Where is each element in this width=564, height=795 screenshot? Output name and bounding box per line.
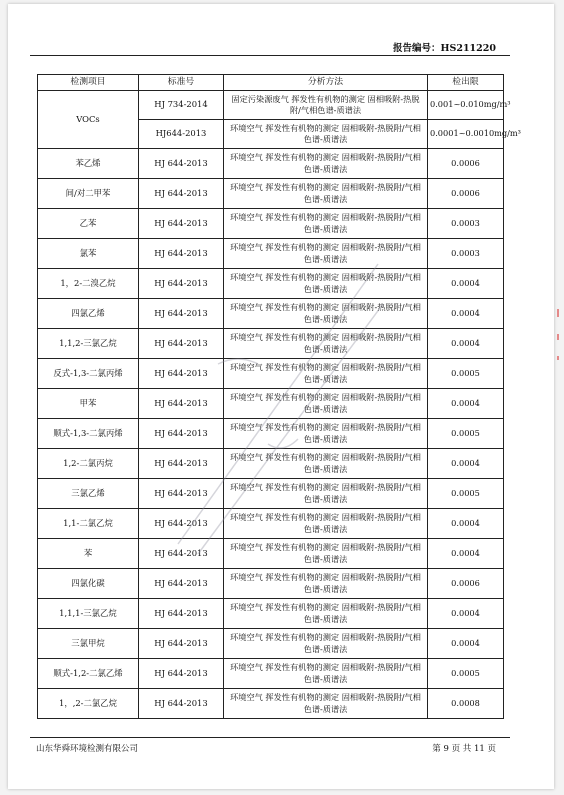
method-cell: 环境空气 挥发性有机物的测定 固相吸附-热脱附/气相色谱-质谱法 <box>224 659 428 689</box>
limit-cell: 0.0004 <box>428 509 504 539</box>
header-item: 检测项目 <box>38 75 139 91</box>
method-cell: 环境空气 挥发性有机物的测定 固相吸附-热脱附/气相色谱-质谱法 <box>224 120 428 149</box>
limit-cell: 0.0001~0.0010mg/m³ <box>428 120 504 149</box>
method-cell: 环境空气 挥发性有机物的测定 固相吸附-热脱附/气相色谱-质谱法 <box>224 359 428 389</box>
limit-cell: 0.0003 <box>428 209 504 239</box>
limit-cell: 0.0006 <box>428 179 504 209</box>
edge-seal-mark <box>557 334 559 340</box>
item-cell: 1,1-二氯乙烷 <box>38 509 139 539</box>
table-row <box>38 359 504 389</box>
item-cell: 1,1,2-三氯乙烷 <box>38 329 139 359</box>
item-cell: 三氯乙烯 <box>38 479 139 509</box>
table-row <box>38 509 504 539</box>
header-limit: 检出限 <box>428 75 504 91</box>
header-standard: 标准号 <box>139 75 224 91</box>
method-cell: 环境空气 挥发性有机物的测定 固相吸附-热脱附/气相色谱-质谱法 <box>224 509 428 539</box>
method-cell: 环境空气 挥发性有机物的测定 固相吸附-热脱附/气相色谱-质谱法 <box>224 329 428 359</box>
standard-cell: HJ 734-2014 <box>139 91 224 120</box>
table-row <box>38 149 504 179</box>
limit-cell: 0.0005 <box>428 359 504 389</box>
standard-cell: HJ 644-2013 <box>139 239 224 269</box>
table-row <box>38 539 504 569</box>
standard-cell: HJ 644-2013 <box>139 449 224 479</box>
limit-cell: 0.0008 <box>428 689 504 719</box>
table-row <box>38 629 504 659</box>
item-cell: 1，2-二溴乙烷 <box>38 269 139 299</box>
method-cell: 环境空气 挥发性有机物的测定 固相吸附-热脱附/气相色谱-质谱法 <box>224 389 428 419</box>
standard-cell: HJ 644-2013 <box>139 539 224 569</box>
item-cell: 顺式-1,3-二氯丙烯 <box>38 419 139 449</box>
item-cell: 四氯化碳 <box>38 569 139 599</box>
standard-cell: HJ 644-2013 <box>139 389 224 419</box>
limit-cell: 0.0005 <box>428 419 504 449</box>
table-row <box>38 91 504 120</box>
limit-cell: 0.0006 <box>428 149 504 179</box>
edge-seal-mark <box>557 356 559 360</box>
table-row <box>38 479 504 509</box>
limit-cell: 0.0003 <box>428 239 504 269</box>
limit-cell: 0.001~0.010mg/m³ <box>428 91 504 120</box>
standard-cell: HJ 644-2013 <box>139 149 224 179</box>
standard-cell: HJ 644-2013 <box>139 599 224 629</box>
method-cell: 环境空气 挥发性有机物的测定 固相吸附-热脱附/气相色谱-质谱法 <box>224 569 428 599</box>
standard-cell: HJ 644-2013 <box>139 479 224 509</box>
standard-cell: HJ 644-2013 <box>139 659 224 689</box>
item-cell: 1，,2-二氯乙烷 <box>38 689 139 719</box>
table-row <box>38 329 504 359</box>
method-cell: 环境空气 挥发性有机物的测定 固相吸附-热脱附/气相色谱-质谱法 <box>224 539 428 569</box>
method-cell: 环境空气 挥发性有机物的测定 固相吸附-热脱附/气相色谱-质谱法 <box>224 149 428 179</box>
standard-cell: HJ 644-2013 <box>139 509 224 539</box>
standard-cell: HJ 644-2013 <box>139 329 224 359</box>
table-row <box>38 569 504 599</box>
item-cell: 1,1,1-三氯乙烷 <box>38 599 139 629</box>
limit-cell: 0.0004 <box>428 539 504 569</box>
table-row <box>38 389 504 419</box>
company-name: 山东华舜环境检测有限公司 <box>36 744 139 754</box>
item-cell: 苯乙烯 <box>38 149 139 179</box>
table-row <box>38 419 504 449</box>
limit-cell: 0.0004 <box>428 629 504 659</box>
method-cell: 环境空气 挥发性有机物的测定 固相吸附-热脱附/气相色谱-质谱法 <box>224 179 428 209</box>
standard-cell: HJ 644-2013 <box>139 569 224 599</box>
item-cell: 反式-1,3-二氯丙烯 <box>38 359 139 389</box>
standard-cell: HJ644-2013 <box>139 120 224 149</box>
method-cell: 环境空气 挥发性有机物的测定 固相吸附-热脱附/气相色谱-质谱法 <box>224 689 428 719</box>
limit-cell: 0.0004 <box>428 599 504 629</box>
method-cell: 环境空气 挥发性有机物的测定 固相吸附-热脱附/气相色谱-质谱法 <box>224 269 428 299</box>
limit-cell: 0.0005 <box>428 479 504 509</box>
edge-seal-mark <box>557 309 559 317</box>
standard-cell: HJ 644-2013 <box>139 629 224 659</box>
header-method: 分析方法 <box>224 75 428 91</box>
item-cell: 四氯乙烯 <box>38 299 139 329</box>
table-row <box>38 239 504 269</box>
item-cell: 间/对二甲苯 <box>38 179 139 209</box>
standard-cell: HJ 644-2013 <box>139 209 224 239</box>
item-cell: 氯苯 <box>38 239 139 269</box>
method-cell: 环境空气 挥发性有机物的测定 固相吸附-热脱附/气相色谱-质谱法 <box>224 479 428 509</box>
header-rule <box>30 55 510 56</box>
method-cell: 环境空气 挥发性有机物的测定 固相吸附-热脱附/气相色谱-质谱法 <box>224 239 428 269</box>
method-cell: 固定污染源废气 挥发性有机物的测定 固相吸附-热脱附/气相色谱-质谱法 <box>224 91 428 120</box>
standard-cell: HJ 644-2013 <box>139 419 224 449</box>
standard-cell: HJ 644-2013 <box>139 359 224 389</box>
limit-cell: 0.0004 <box>428 269 504 299</box>
method-cell: 环境空气 挥发性有机物的测定 固相吸附-热脱附/气相色谱-质谱法 <box>224 599 428 629</box>
standard-cell: HJ 644-2013 <box>139 299 224 329</box>
page-number: 第 9 页 共 11 页 <box>432 744 496 754</box>
limit-cell: 0.0004 <box>428 329 504 359</box>
table-header-row <box>38 75 504 91</box>
item-cell: 苯 <box>38 539 139 569</box>
table-row <box>38 689 504 719</box>
table-row <box>38 209 504 239</box>
item-cell: 甲苯 <box>38 389 139 419</box>
limit-cell: 0.0004 <box>428 449 504 479</box>
standard-cell: HJ 644-2013 <box>139 689 224 719</box>
table-row <box>38 269 504 299</box>
method-cell: 环境空气 挥发性有机物的测定 固相吸附-热脱附/气相色谱-质谱法 <box>224 449 428 479</box>
limit-cell: 0.0004 <box>428 299 504 329</box>
method-cell: 环境空气 挥发性有机物的测定 固相吸附-热脱附/气相色谱-质谱法 <box>224 299 428 329</box>
standard-cell: HJ 644-2013 <box>139 179 224 209</box>
item-cell: VOCs <box>38 91 139 149</box>
item-cell: 三氯甲烷 <box>38 629 139 659</box>
footer-rule <box>30 737 510 738</box>
report-number: 报告编号：HS211220 <box>393 43 496 54</box>
table-row <box>38 299 504 329</box>
report-page <box>8 4 554 789</box>
limit-cell: 0.0004 <box>428 389 504 419</box>
method-cell: 环境空气 挥发性有机物的测定 固相吸附-热脱附/气相色谱-质谱法 <box>224 629 428 659</box>
method-cell: 环境空气 挥发性有机物的测定 固相吸附-热脱附/气相色谱-质谱法 <box>224 209 428 239</box>
table-row <box>38 659 504 689</box>
item-cell: 顺式-1,2-二氯乙烯 <box>38 659 139 689</box>
item-cell: 乙苯 <box>38 209 139 239</box>
item-cell: 1,2-二氯丙烷 <box>38 449 139 479</box>
table-row <box>38 599 504 629</box>
table-row <box>38 449 504 479</box>
limit-cell: 0.0006 <box>428 569 504 599</box>
standard-cell: HJ 644-2013 <box>139 269 224 299</box>
table-row <box>38 179 504 209</box>
method-cell: 环境空气 挥发性有机物的测定 固相吸附-热脱附/气相色谱-质谱法 <box>224 419 428 449</box>
limit-cell: 0.0005 <box>428 659 504 689</box>
detection-methods-table <box>37 74 521 719</box>
